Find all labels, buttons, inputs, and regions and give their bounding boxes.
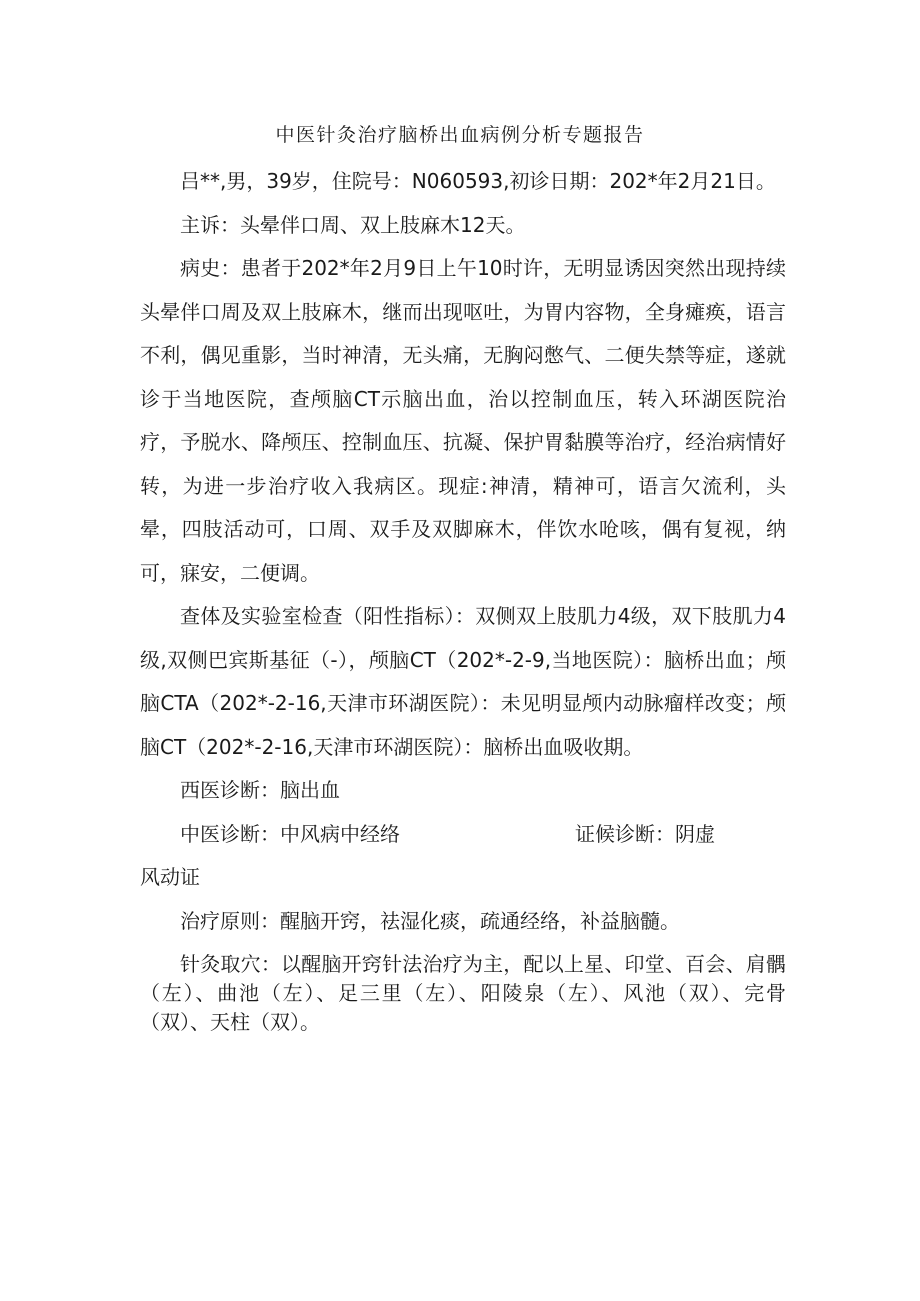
syndrome-diagnosis: 证候诊断：阴虚 xyxy=(575,821,715,846)
western-diagnosis: 西医诊断：脑出血 xyxy=(180,778,340,802)
tcm-diagnosis: 中医诊断：中风病中经络 xyxy=(180,821,400,846)
physical-exam: 查体及实验室检查（阳性指标）：双侧双上肢肌力4级，双下肢肌力4级,双侧巴宾斯基征（-），颅脑CT（202*-2-9,当地医院）：脑桥出血；颅脑CTA（202*-2-16,天津市环湖医院）：未见明显颅内动脉瘤样改变；颅脑CT（202*-2-16,天津市环湖医院）：脑桥出血吸收期。 xyxy=(140,604,786,759)
acupoint-selection: 针灸取穴：以醒脑开窍针法治疗为主，配以上星、印堂、百会、肩髃（左）、曲池（左）、足三里（左）、阳陵泉（左）、风池（双）、完骨（双）、天柱（双）。 xyxy=(140,952,786,1034)
chief-complaint: 主诉：头晕伴口周、双上肢麻木12天。 xyxy=(180,212,526,237)
treatment-principle: 治疗原则：醒脑开窍，祛湿化痰，疏通经络，补益脑髓。 xyxy=(180,908,680,933)
tcm-diagnosis-row xyxy=(140,813,786,857)
syndrome-diagnosis-continued: 风动证 xyxy=(140,865,200,889)
medical-history: 病史：患者于202*年2月9日上午10时许，无明显诱因突然出现持续头晕伴口周及双上肢麻木，继而出现呕吐，为胃内容物，全身瘫痪，语言不利，偶见重影，当时神清，无头痛，无胸闷憋气、二便失禁等症，遂就诊于当地医院，查颅脑CT示脑出血，治以控制血压，转入环湖医院治疗，予脱水、降颅压、控制血压、抗凝、保护胃黏膜等治疗，经治病情好转，为进一步治疗收入我病区。现症:神清，精神可，语言欠流利，头晕，四肢活动可，口周、双手及双脚麻木，伴饮水呛咳，偶有复视，纳可，寐安，二便调。 xyxy=(140,256,786,585)
document-title: 中医针灸治疗脑桥出血病例分析专题报告 xyxy=(275,124,645,146)
document-body xyxy=(140,160,786,1037)
patient-info: 吕**,男，39岁，住院号：N060593,初诊日期：202*年2月21日。 xyxy=(180,169,776,193)
